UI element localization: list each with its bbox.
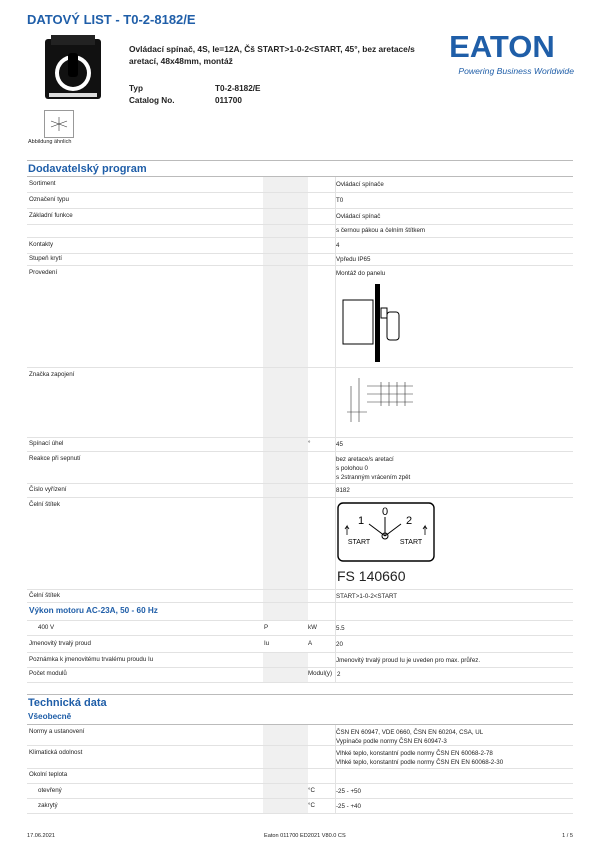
typ-value: T0-2-8182/E — [215, 84, 261, 93]
section-title-supply: Dodavatelský program — [28, 163, 147, 175]
table-row: zakrytý °C -25 - +40 — [27, 799, 573, 814]
svg-text:1: 1 — [357, 515, 365, 527]
subsection-title-general: Všeobecně — [28, 712, 72, 721]
divider — [27, 160, 573, 161]
wiring-diagram — [337, 372, 415, 434]
svg-text:START: START — [347, 539, 371, 546]
table-row: Klimatická odolnost Vlhké teplo, konstantní podle normy ČSN EN 60068-2-78 Vlhké teplo, konstantní podle normy ČSN EN EN 60068-2-30 — [27, 746, 573, 769]
thumbnail-caption: Abbildung ähnlich — [28, 139, 72, 145]
product-description: Ovládací spínač, 4S, Ie=12A, Čš START>1-0-2<START, 45°, bez aretace/s aretací, 48x48mm, montáž — [129, 44, 415, 66]
mounting-drawing — [337, 282, 407, 364]
eaton-logo — [428, 30, 576, 80]
product-photo — [43, 33, 103, 103]
table-row: Sortiment Ovládací spínače — [27, 177, 573, 193]
footer-doc: Eaton 011700 ED2021 V80.0 CS — [264, 833, 346, 839]
table-row: Stupeň krytí Vpředu IP65 — [27, 254, 573, 266]
table-row: Základní funkce Ovládací spínač — [27, 209, 573, 225]
svg-text:0: 0 — [381, 506, 389, 518]
subsection-row — [27, 603, 573, 621]
table-row: Kontakty 4 — [27, 238, 573, 254]
table-row: Počet modulů Modul(y) 2 — [27, 668, 573, 683]
table-row: otevřený °C -25 - +50 — [27, 784, 573, 799]
footer-date: 17.06.2021 — [27, 833, 55, 839]
svg-text:START: START — [399, 539, 423, 546]
svg-text:EATON: EATON — [449, 30, 555, 64]
table-row: Provedení Montáž do panelu — [27, 266, 573, 368]
divider — [27, 694, 573, 695]
typ-label: Typ — [129, 84, 143, 93]
table-row: Číslo vyřízení 8182 — [27, 484, 573, 498]
footer-page: 1 / 5 — [562, 833, 573, 839]
svg-text:Powering Business Worldwide: Powering Business Worldwide — [458, 66, 574, 76]
section-title-technical: Technická data — [28, 697, 107, 709]
catalog-value: 011700 — [215, 96, 242, 105]
table-row: Normy a ustanovení ČSN EN 60947, VDE 0660, ČSN EN 60204, CSA, UL Vypínače podle normy ČSN EN 60947-3 — [27, 725, 573, 746]
subsection-title-motor: Výkon motoru AC-23A, 50 - 60 Hz — [29, 606, 158, 615]
type-block — [129, 83, 261, 107]
faceplate-drawing — [337, 502, 435, 562]
table-row: Čelní štítek START>1-0-2<START — [27, 590, 573, 603]
svg-text:2: 2 — [405, 515, 413, 527]
table-row: Označení typu T0 — [27, 193, 573, 209]
table-row: 400 V P kW 5.5 — [27, 621, 573, 636]
table-row: s černou pákou a čelním štítkem — [27, 225, 573, 238]
table-row: Okolní teplota — [27, 769, 573, 784]
table-row: Značka zapojení — [27, 368, 573, 438]
faceplate-code: FS 140660 — [337, 568, 406, 584]
schematic-thumbnail — [44, 110, 74, 138]
page-title: DATOVÝ LIST - T0-2-8182/E — [27, 12, 196, 27]
table-row: Reakce při sepnutí bez aretace/s aretací s polohou 0 s 2stranným vrácením zpět — [27, 452, 573, 484]
table-row: Jmenovitý trvalý proud Iu A 20 — [27, 636, 573, 653]
table-row: Čelní štítek 0 1 2 START START FS 140660 — [27, 498, 573, 590]
catalog-label: Catalog No. — [129, 96, 175, 105]
table-row: Poznámka k jmenovitému trvalému proudu Iu Jmenovitý trvalý proud Iu je uveden pro max. průřez. — [27, 653, 573, 668]
table-row: Spínací úhel ° 45 — [27, 438, 573, 452]
